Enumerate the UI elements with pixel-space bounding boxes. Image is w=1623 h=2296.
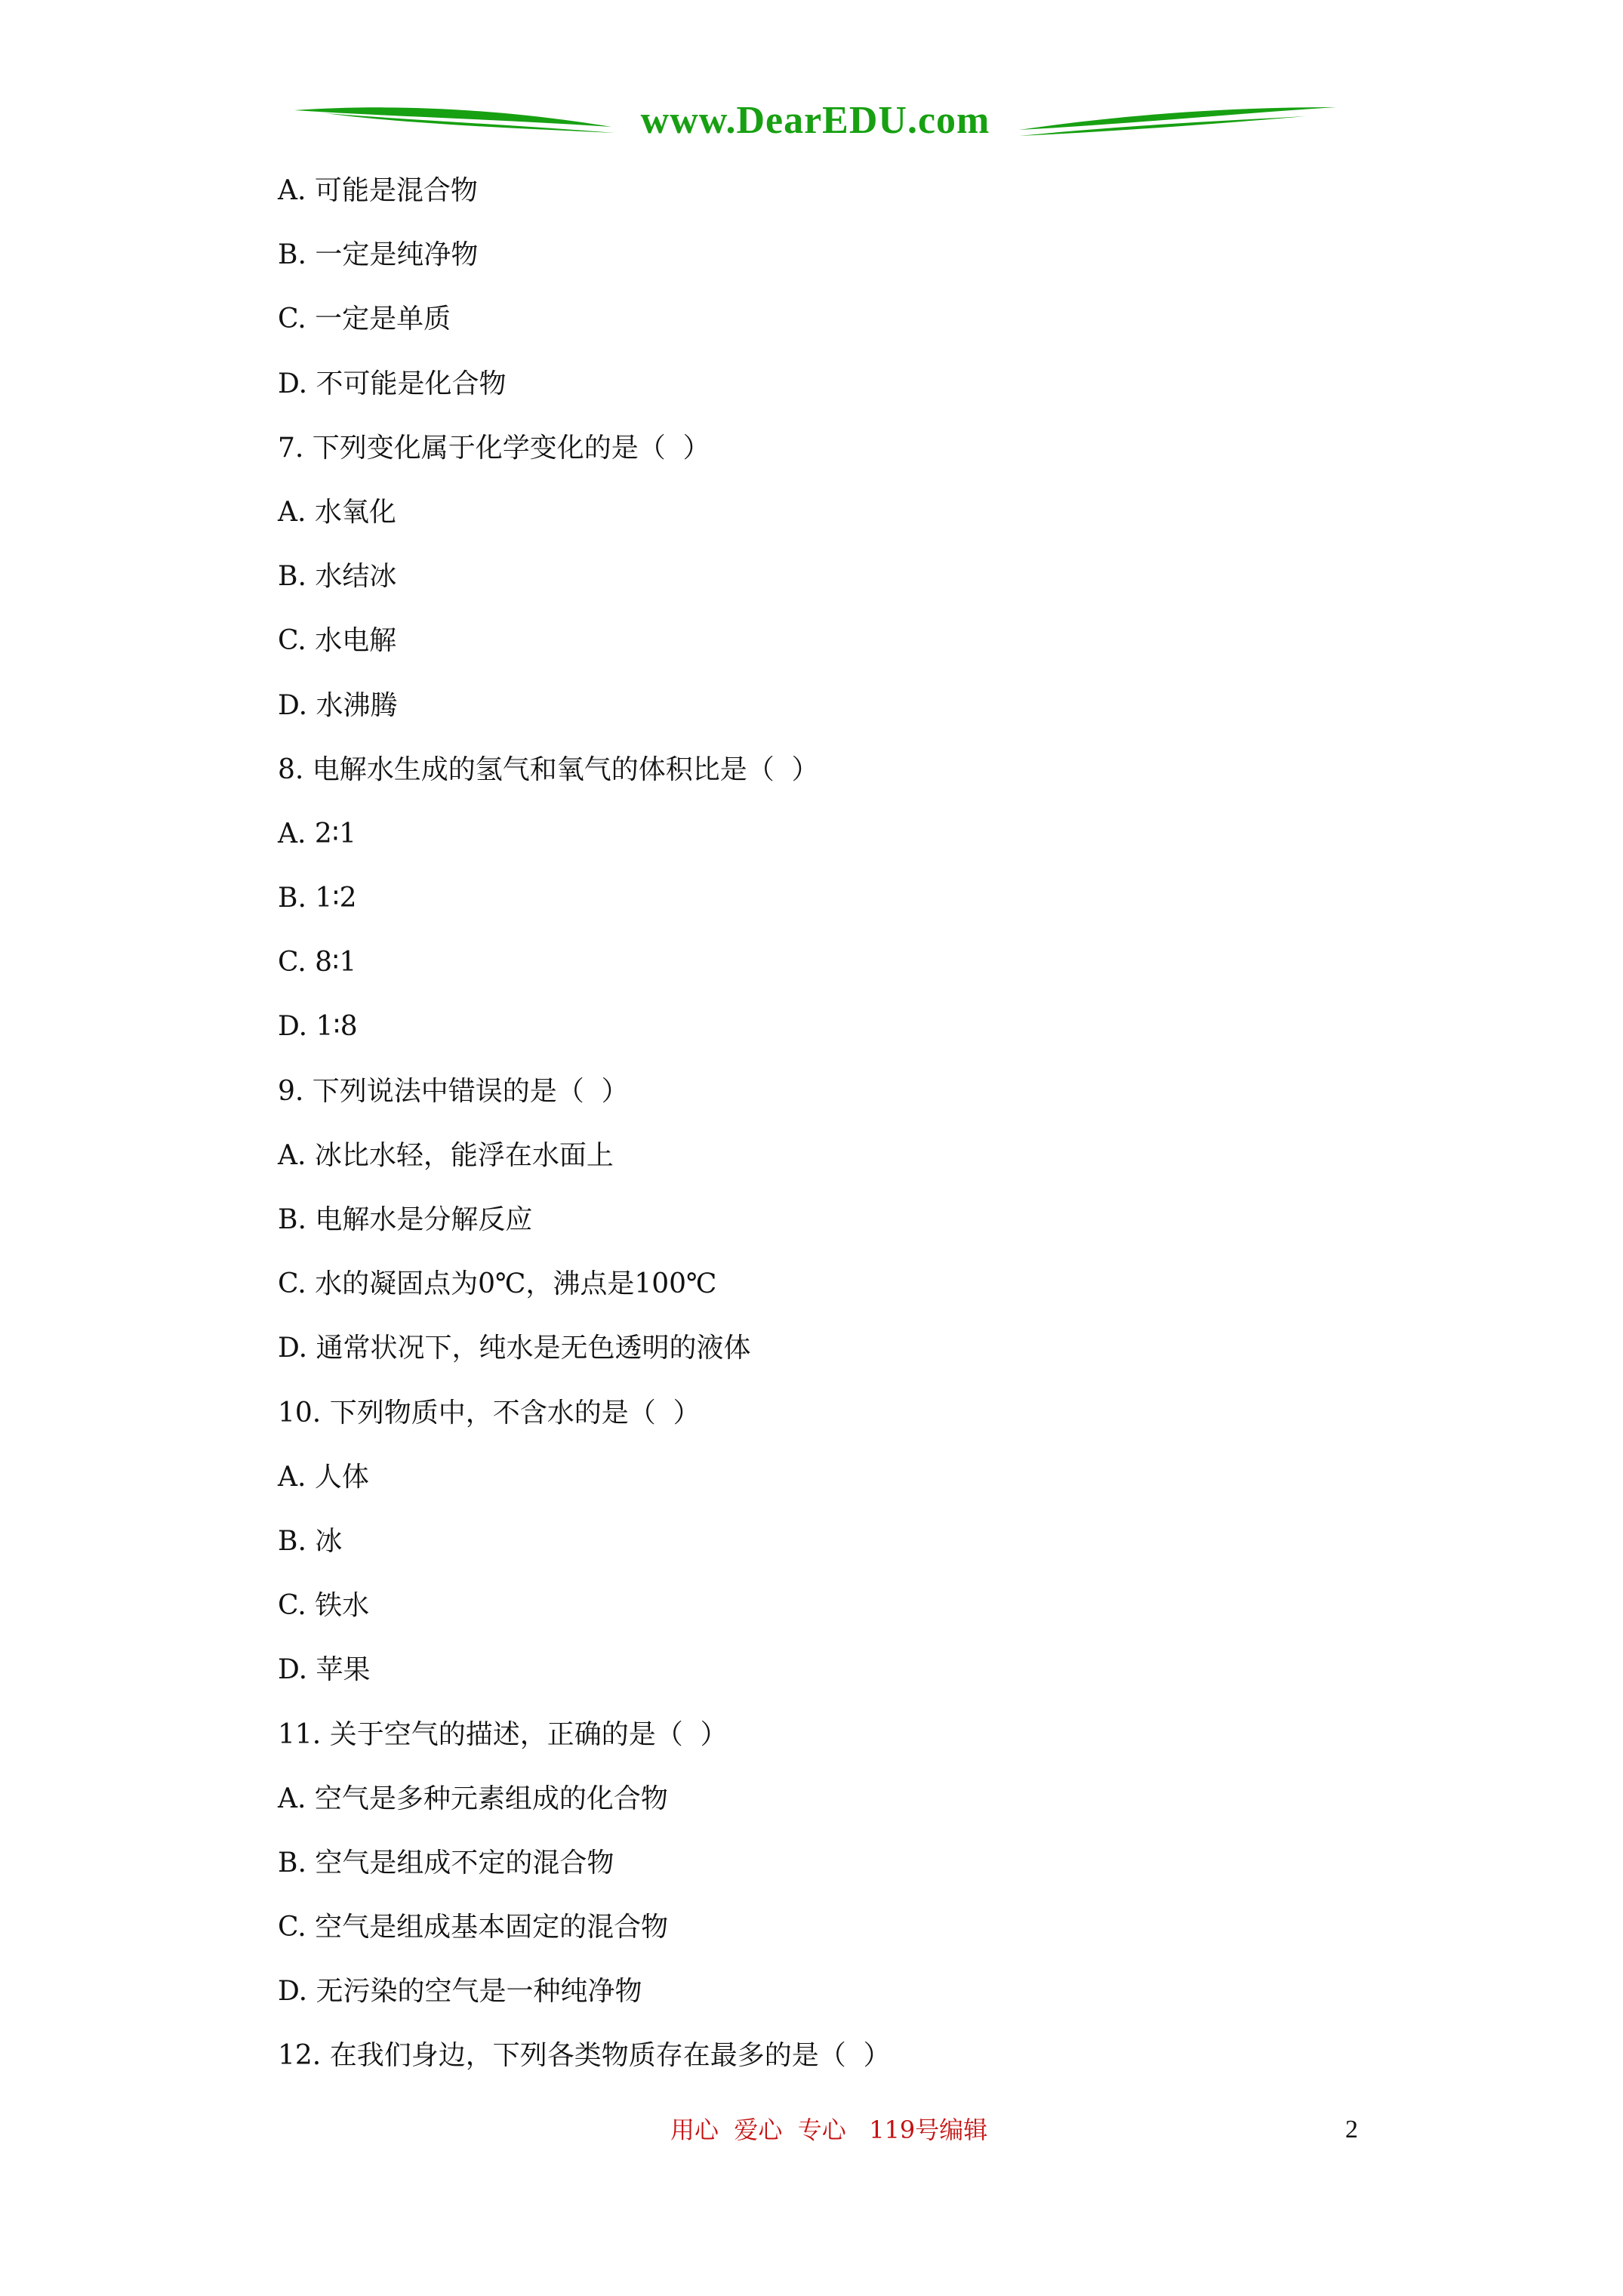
option-line: B. 一定是纯净物	[278, 239, 479, 271]
page-number: 2	[1345, 2116, 1358, 2143]
option-line: A. 空气是多种元素组成的化合物	[278, 1783, 668, 1814]
option-line: B. 空气是组成不定的混合物	[278, 1847, 614, 1878]
option-line: D. 苹果	[278, 1654, 371, 1686]
option-line: A. 冰比水轻，能浮在水面上	[278, 1139, 614, 1171]
option-line: C. 水电解	[278, 625, 397, 657]
option-line: C. 8∶1	[278, 947, 357, 978]
question-line: 12. 在我们身边，下列各类物质存在最多的是（ ）	[278, 2040, 891, 2072]
option-line: B. 电解水是分解反应	[278, 1204, 533, 1235]
option-line: A. 水氧化	[278, 496, 396, 528]
option-line: D. 水沸腾	[278, 689, 398, 721]
option-line: A. 2∶1	[278, 818, 357, 849]
footer-credit: 用心 爱心 专心 119号编辑	[670, 2116, 988, 2144]
header-site-text: www.DearEDU.com	[640, 99, 990, 142]
option-line: C. 一定是单质	[278, 304, 451, 335]
option-line: A. 人体	[278, 1461, 369, 1493]
question-line: 8. 电解水生成的氢气和氧气的体积比是（ ）	[278, 754, 819, 785]
option-line: D. 无污染的空气是一种纯净物	[278, 1976, 642, 2008]
option-line: D. 不可能是化合物	[278, 368, 507, 399]
option-line: D. 通常状况下，纯水是无色透明的液体	[278, 1333, 751, 1364]
question-line: 9. 下列说法中错误的是（ ）	[278, 1075, 629, 1107]
option-line: C. 水的凝固点为0℃，沸点是100℃	[278, 1268, 717, 1300]
option-line: B. 水结冰	[278, 561, 397, 593]
question-line: 7. 下列变化属于化学变化的是（ ）	[278, 432, 710, 464]
question-line: 11. 关于空气的描述，正确的是（ ）	[278, 1718, 728, 1750]
option-line: C. 空气是组成基本固定的混合物	[278, 1912, 669, 1943]
page-header	[294, 91, 1336, 159]
question-line: 10. 下列物质中，不含水的是（ ）	[278, 1397, 701, 1428]
option-line: A. 可能是混合物	[278, 175, 478, 206]
question-content	[278, 172, 1410, 2102]
option-line: B. 冰	[278, 1525, 343, 1557]
option-line: D. 1∶8	[278, 1011, 358, 1043]
option-line: C. 铁水	[278, 1590, 370, 1622]
option-line: B. 1∶2	[278, 883, 357, 914]
